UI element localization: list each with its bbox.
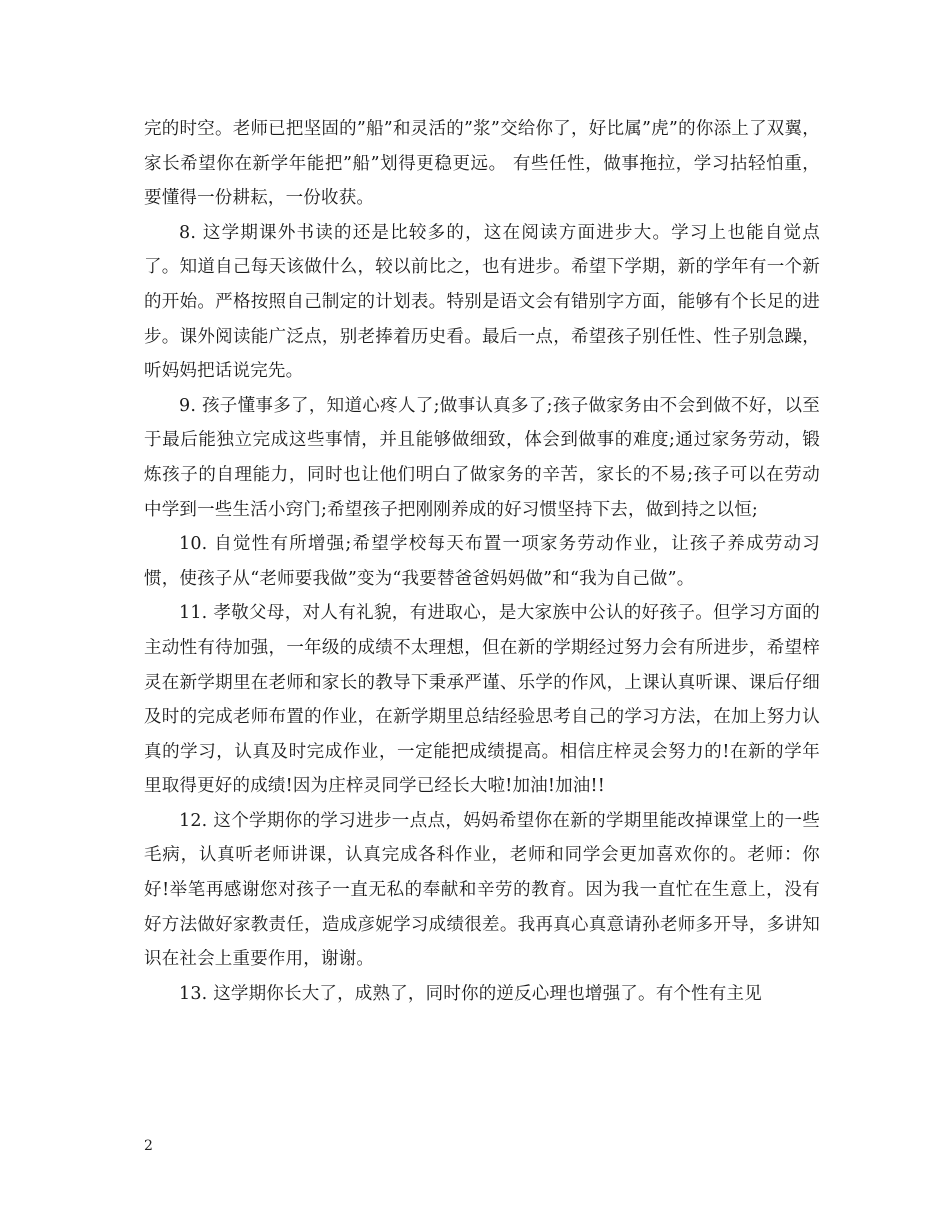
document-body <box>144 112 820 1011</box>
page-number: 2 <box>144 1138 153 1154</box>
paragraph-item-13: 13. 这学期你长大了，成熟了，同时你的逆反心理也增强了。有个性有主见 <box>179 983 762 1004</box>
paragraph-item-12: 12. 这个学期你的学习进步一点点，妈妈希望你在新的学期里能改掉课堂上的一些毛病，认真听老师讲课，认真完成各科作业，老师和同学会更加喜欢你的。老师：你好!举笔再感谢您对孩子一直无私的奉献和辛劳的教育。因为我一直忙在生意上，没有好方法做好家教责任，造成彦妮学习成绩很差。我再真心真意请孙老师多开导，多讲知识在社会上重要作用，谢谢。 <box>144 810 820 970</box>
paragraph-item-9: 9. 孩子懂事多了，知道心疼人了;做事认真多了;孩子做家务由不会到做不好，以至于最后能独立完成这些事情，并且能够做细致，体会到做事的难度;通过家务劳动，锻炼孩子的自理能力，同时也让他们明白了做家务的辛苦，家长的不易;孩子可以在劳动中学到一些生活小窍门;希望孩子把刚刚养成的好习惯坚持下去，做到持之以恒; <box>144 395 820 520</box>
paragraph-item-10: 10. 自觉性有所增强;希望学校每天布置一项家务劳动作业，让孩子养成劳动习惯，使孩子从“老师要我做”变为“我要替爸爸妈妈做”和“我为自己做”。 <box>144 534 820 589</box>
paragraph-item-8: 8. 这学期课外书读的还是比较多的，这在阅读方面进步大。学习上也能自觉点了。知道自己每天该做什么，较以前比之，也有进步。希望下学期，新的学年有一个新的开始。严格按照自己制定的计划表。特别是语文会有错别字方面，能够有个长足的进步。课外阅读能广泛点，别老捧着历史看。最后一点，希望孩子别任性、性子别急躁，听妈妈把话说完先。 <box>144 222 820 382</box>
paragraph-continuation: 完的时空。老师已把坚固的”船”和灵活的”浆”交给你了，好比属”虎”的你添上了双翼，家长希望你在新学年能把”船”划得更稳更远。 有些任性，做事拖拉，学习拈轻怕重，要懂得一份耕耘，一份收获。 <box>144 119 820 209</box>
paragraph-item-11: 11. 孝敬父母，对人有礼貌，有进取心，是大家族中公认的好孩子。但学习方面的主动性有待加强，一年级的成绩不太理想，但在新的学期经过努力会有所进步，希望梓灵在新学期里在老师和家长的教导下秉承严谨、乐学的作风，上课认真听课、课后仔细及时的完成老师布置的作业，在新学期里总结经验思考自己的学习方法，在加上努力认真的学习，认真及时完成作业，一定能把成绩提高。相信庄梓灵会努力的!在新的学年里取得更好的成绩!因为庄梓灵同学已经长大啦!加油!加油!! <box>144 603 820 797</box>
